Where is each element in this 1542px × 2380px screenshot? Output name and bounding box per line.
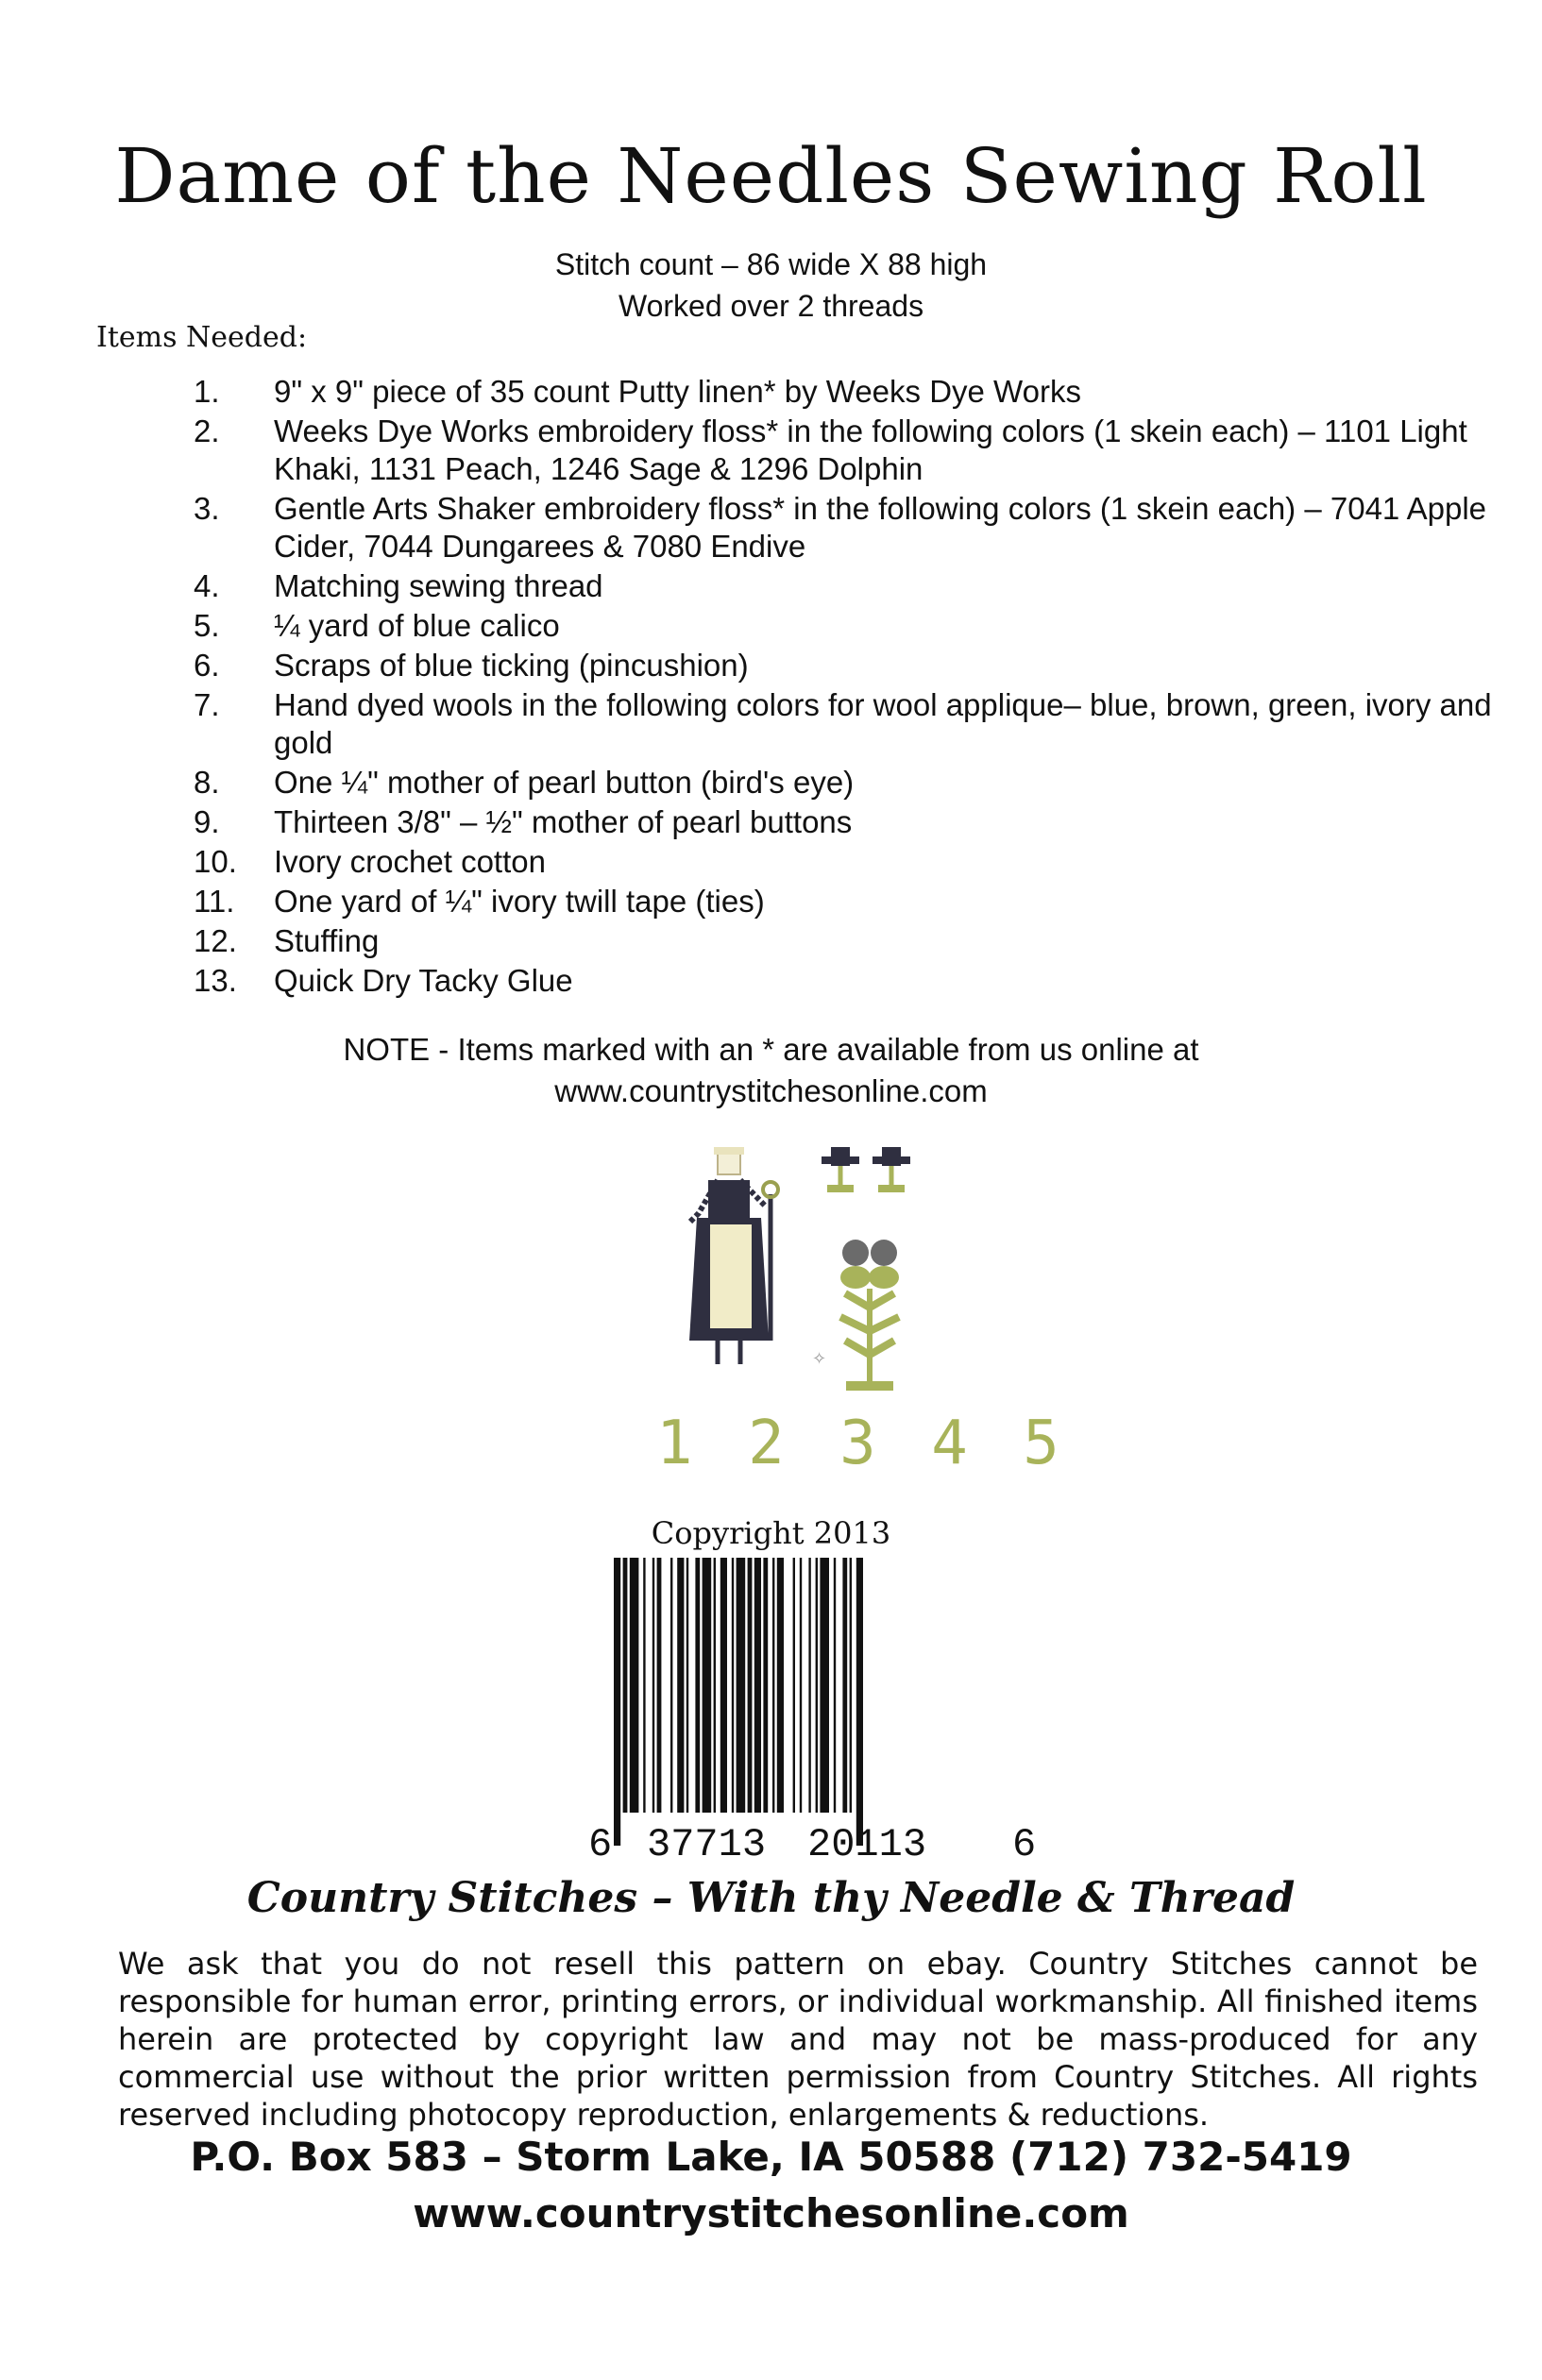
barcode-digits-left: 37713 bbox=[647, 1822, 767, 1867]
list-item-number: 2. bbox=[194, 414, 220, 448]
barcode-bar bbox=[677, 1558, 684, 1813]
barcode-bar bbox=[842, 1558, 847, 1813]
barcode-digits-right: 20113 bbox=[807, 1822, 927, 1867]
copyright: Copyright 2013 bbox=[651, 1515, 891, 1551]
barcode-bar bbox=[652, 1558, 654, 1813]
dame-figure bbox=[689, 1147, 778, 1364]
list-item-text: Ivory crochet cotton bbox=[274, 844, 546, 879]
barcode-bar bbox=[737, 1558, 746, 1813]
list-item-text: Gentle Arts Shaker embroidery floss* in the following colors (1 skein each) – 7041 Apple Cider, 7044 Dungarees & 7080 Endive bbox=[274, 491, 1487, 564]
barcode-bar bbox=[816, 1558, 818, 1813]
list-item-number: 5. bbox=[194, 608, 220, 643]
list-item bbox=[194, 843, 1492, 881]
list-item-text: Matching sewing thread bbox=[274, 568, 603, 603]
barcode-bar bbox=[720, 1558, 727, 1813]
list-item-number: 7. bbox=[194, 687, 220, 722]
list-item bbox=[194, 764, 1492, 802]
barcode-bar bbox=[695, 1558, 700, 1813]
list-item-text: Weeks Dye Works embroidery floss* in the following colors (1 skein each) – 1101 Light Khaki, 1131 Peach, 1246 Sage & 1296 Dolphin bbox=[274, 414, 1467, 486]
barcode-digit-1: 6 bbox=[588, 1822, 613, 1867]
sampler-numbers: 1 2 3 4 5 bbox=[656, 1409, 1069, 1478]
list-item-number: 8. bbox=[194, 765, 220, 800]
barcode-bar bbox=[703, 1558, 712, 1813]
list-item-text: ¼ yard of blue calico bbox=[274, 608, 560, 643]
barcode-bar bbox=[820, 1558, 829, 1813]
list-item bbox=[194, 803, 1492, 841]
disclaimer: We ask that you do not resell this pattern on ebay. Country Stitches cannot be responsible for human error, printing errors, or individual workmanship. All finished items herein are protected by copyright law and may not be mass-produced for any commercial use without the prior written permission from Country Stitches. All rights reserved including photocopy reproduction, enlargements & reductions. bbox=[118, 1946, 1478, 2133]
barcode-bar bbox=[614, 1558, 620, 1846]
svg-text:✧: ✧ bbox=[812, 1349, 827, 1369]
barcode-bar bbox=[623, 1558, 628, 1813]
barcode-bar bbox=[800, 1558, 802, 1813]
list-item-number: 11. bbox=[194, 884, 235, 919]
barcode bbox=[604, 1558, 1006, 1846]
barcode-bar bbox=[777, 1558, 784, 1813]
list-item-number: 10. bbox=[194, 844, 237, 879]
list-item-number: 1. bbox=[194, 374, 220, 409]
worked-over: Worked over 2 threads bbox=[618, 289, 924, 323]
barcode-bar bbox=[754, 1558, 761, 1813]
barcode-bar bbox=[850, 1558, 852, 1813]
list-item-number: 6. bbox=[194, 648, 220, 683]
note-text: NOTE - Items marked with an * are available from us online at bbox=[343, 1032, 1199, 1067]
address: P.O. Box 583 – Storm Lake, IA 50588 (712) 732-5419 bbox=[190, 2134, 1352, 2180]
list-item bbox=[194, 607, 1492, 645]
barcode-bar bbox=[686, 1558, 688, 1813]
list-item-text: One yard of ¼" ivory twill tape (ties) bbox=[274, 884, 765, 919]
list-item-number: 13. bbox=[194, 963, 237, 998]
list-item bbox=[194, 647, 1492, 684]
list-item bbox=[194, 883, 1492, 920]
list-item bbox=[194, 567, 1492, 605]
list-item bbox=[194, 490, 1492, 565]
barcode-bar bbox=[834, 1558, 836, 1813]
barcode-bar bbox=[630, 1558, 639, 1813]
items-list bbox=[194, 373, 1492, 1002]
barcode-bar bbox=[763, 1558, 768, 1813]
list-item-text: Quick Dry Tacky Glue bbox=[274, 963, 573, 998]
note bbox=[0, 1029, 1542, 1112]
barcode-bar bbox=[714, 1558, 716, 1813]
tall-flower-icon bbox=[812, 1240, 899, 1391]
sampler-graphic bbox=[652, 1138, 1069, 1496]
stitch-count: Stitch count – 86 wide X 88 high bbox=[554, 247, 988, 281]
list-item-text: One ¼" mother of pearl button (bird's eye) bbox=[274, 765, 855, 800]
list-item-number: 12. bbox=[194, 923, 237, 958]
barcode-bar bbox=[748, 1558, 753, 1813]
list-item-text: Hand dyed wools in the following colors for wool applique– blue, brown, green, ivory and gold bbox=[274, 687, 1492, 760]
page-title: Dame of the Needles Sewing Roll bbox=[114, 132, 1428, 220]
list-item bbox=[194, 922, 1492, 960]
barcode-bar bbox=[856, 1558, 863, 1846]
list-item-number: 3. bbox=[194, 491, 220, 526]
website-link[interactable]: www.countrystitchesonline.com bbox=[413, 2190, 1129, 2237]
items-heading: Items Needed: bbox=[96, 321, 308, 354]
barcode-bar bbox=[657, 1558, 662, 1813]
list-item-text: Stuffing bbox=[274, 923, 380, 958]
note-link[interactable]: www.countrystitchesonline.com bbox=[554, 1073, 988, 1108]
barcode-bar bbox=[643, 1558, 645, 1813]
tagline: Country Stitches – With thy Needle & Thread bbox=[246, 1874, 1296, 1922]
list-item bbox=[194, 413, 1492, 488]
list-item-number: 9. bbox=[194, 804, 220, 839]
barcode-bar bbox=[670, 1558, 672, 1813]
list-item bbox=[194, 373, 1492, 411]
barcode-digit-2: 6 bbox=[1012, 1822, 1037, 1867]
list-item-number: 4. bbox=[194, 568, 220, 603]
list-item-text: Thirteen 3/8" – ½" mother of pearl buttons bbox=[274, 804, 853, 839]
barcode-bar bbox=[793, 1558, 795, 1813]
barcode-bar bbox=[732, 1558, 734, 1813]
list-item-text: Scraps of blue ticking (pincushion) bbox=[274, 648, 749, 683]
barcode-bar bbox=[772, 1558, 774, 1813]
small-flower-icon bbox=[822, 1147, 910, 1192]
list-item bbox=[194, 686, 1492, 762]
list-item bbox=[194, 962, 1492, 1000]
list-item-text: 9" x 9" piece of 35 count Putty linen* by Weeks Dye Works bbox=[274, 374, 1081, 409]
barcode-bar bbox=[808, 1558, 810, 1813]
